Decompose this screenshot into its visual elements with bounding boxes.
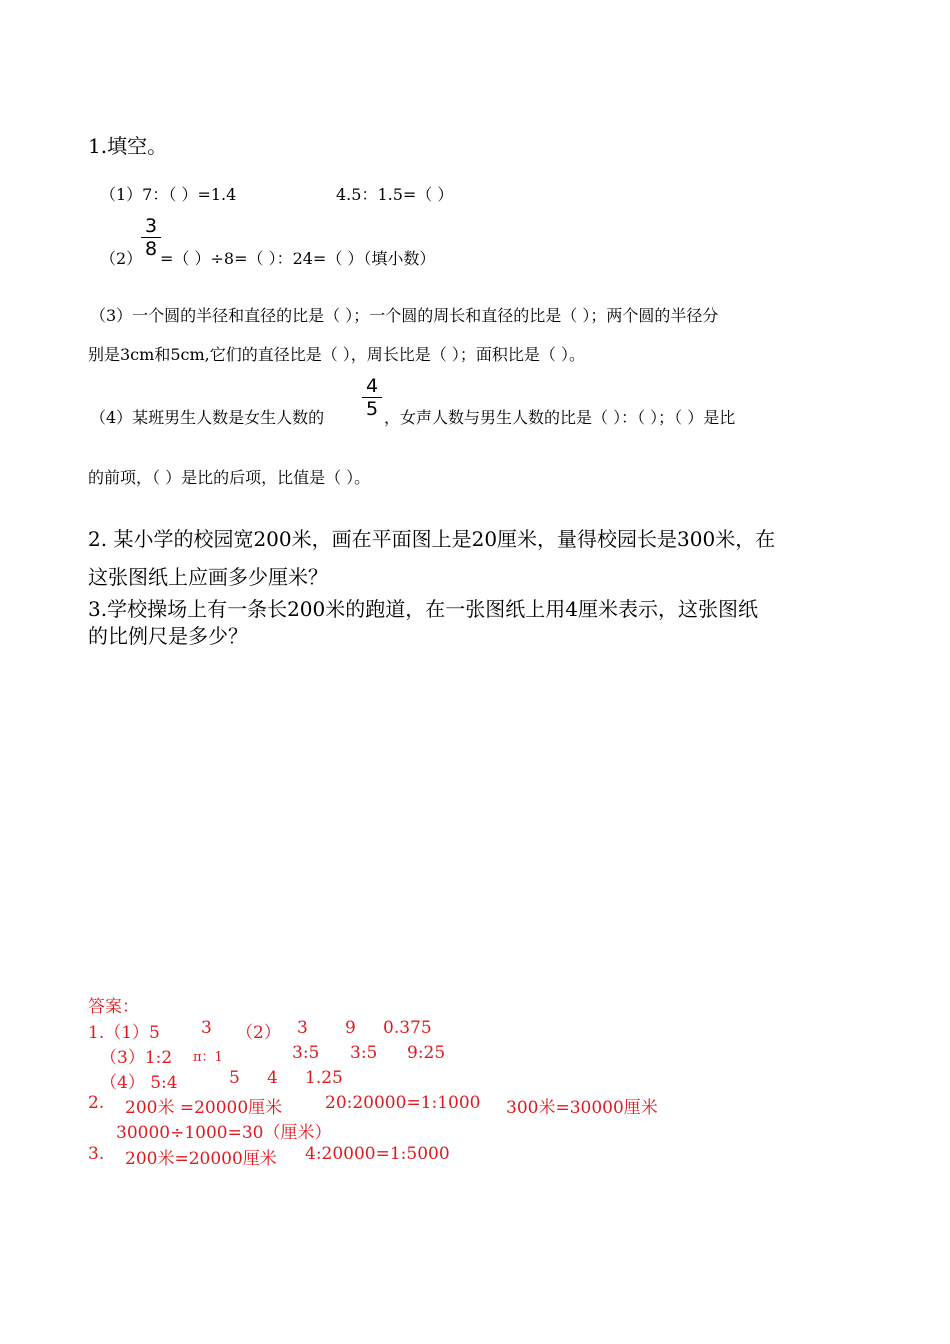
- answer-1-1-value: 3: [201, 1018, 212, 1038]
- q2-fraction: [141, 216, 161, 259]
- q2-label: （2）: [100, 249, 143, 268]
- answer-3-label: 3.: [88, 1144, 105, 1164]
- answer-3-value1: 200米=20000厘米: [125, 1149, 277, 1169]
- answer-1-3: （3）1:2: [100, 1048, 173, 1068]
- answer-2-label: 2.: [88, 1093, 105, 1113]
- answer-1-4-value3: 1.25: [305, 1068, 343, 1088]
- answer-2-value1: 200米 =20000厘米: [125, 1098, 283, 1118]
- section2-line1: 2. 某小学的校园宽200米，画在平面图上是20厘米，量得校园长是300米，在: [88, 527, 776, 551]
- q2-numerator: 3: [144, 215, 158, 237]
- q2-denominator: 8: [144, 238, 158, 260]
- answer-1-4: （4） 5:4: [100, 1073, 178, 1093]
- section1-title: 1.填空。: [88, 134, 168, 158]
- answer-2-value4: 30000÷1000=30（厘米）: [116, 1123, 332, 1143]
- answer-1-3-value1: 3:5: [292, 1043, 320, 1063]
- q3-line1: （3）一个圆的半径和直径的比是（ ）；一个圆的周长和直径的比是（ ）；两个圆的半径分: [90, 306, 719, 325]
- q1-right: 4.5：1.5=（ ）: [336, 185, 454, 204]
- answer-1-2-value2: 9: [345, 1018, 356, 1038]
- q1-left: （1）7：（ ）=1.4: [100, 185, 237, 204]
- q4-line2: 的前项，（ ）是比的后项，比值是（ ）。: [88, 468, 371, 487]
- answer-3-value2: 4:20000=1:5000: [305, 1144, 450, 1164]
- answer-2-value2: 20:20000=1:1000: [325, 1093, 481, 1113]
- answer-1-2-value1: 3: [297, 1018, 308, 1038]
- section3-line1: 3.学校操场上有一条长200米的跑道，在一张图纸上用4厘米表示，这张图纸: [88, 597, 758, 621]
- answer-1-3-value3: 9:25: [407, 1043, 446, 1063]
- section2-line2: 这张图纸上应画多少厘米？: [88, 565, 328, 589]
- answer-1-4-value2: 4: [267, 1068, 278, 1088]
- q4-prefix: （4）某班男生人数是女生人数的: [90, 408, 325, 427]
- answer-1-2-value3: 0.375: [383, 1018, 432, 1038]
- q2-text: =（ ）÷8=（ ）：24=（ ）（填小数）: [160, 249, 436, 268]
- answer-2-value3: 300米=30000厘米: [506, 1098, 658, 1118]
- answer-1-4-value1: 5: [229, 1068, 240, 1088]
- answer-1-3-pi: π：1: [193, 1050, 223, 1065]
- q3-line2: 别是3cm和5cm,它们的直径比是（ ），周长比是（ ）；面积比是（ ）。: [88, 345, 585, 364]
- q4-denominator: 5: [365, 398, 379, 420]
- answer-1-2-label: （2）: [236, 1023, 281, 1043]
- q4-numerator: 4: [365, 375, 379, 397]
- answer-1-3-value2: 3:5: [350, 1043, 378, 1063]
- answers-title: 答案：: [88, 997, 139, 1017]
- q4-suffix: ，女声人数与男生人数的比是（ ）：（ ）；（ ）是比: [384, 408, 736, 427]
- q4-fraction: [362, 376, 382, 419]
- answer-1-1: 1.（1）5: [88, 1023, 160, 1043]
- section3-line2: 的比例尺是多少？: [88, 624, 248, 648]
